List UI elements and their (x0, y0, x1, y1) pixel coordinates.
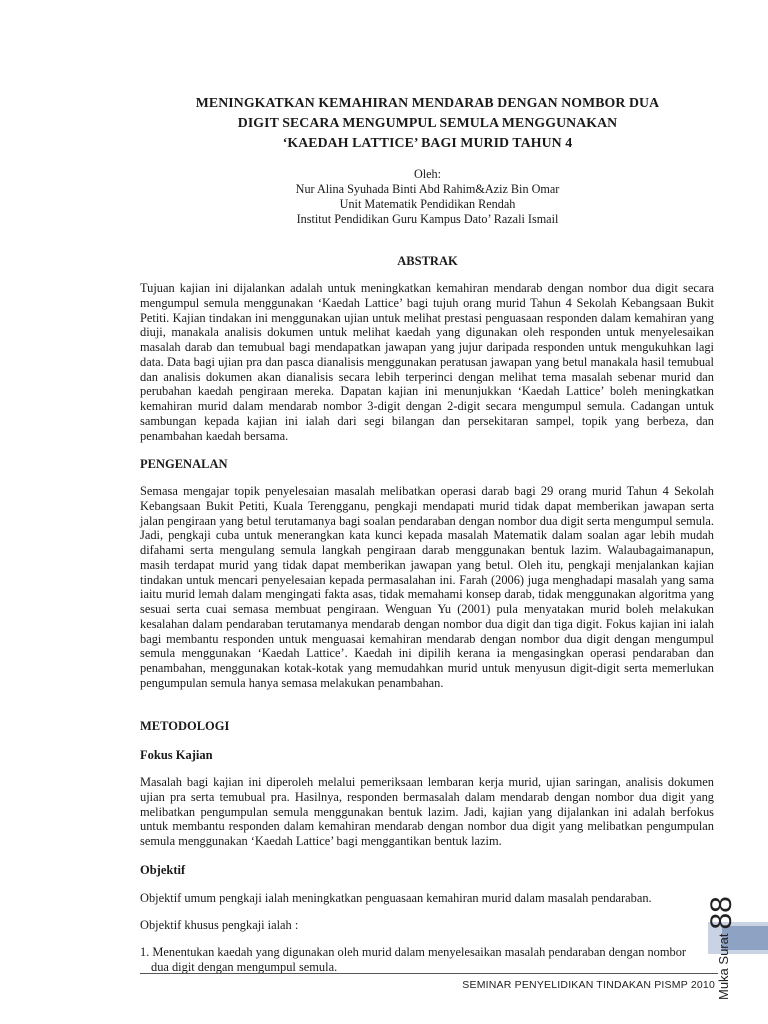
title-line-2: DIGIT SECARA MENGUMPUL SEMULA MENGGUNAKAN (237, 115, 618, 130)
focus-heading: Fokus Kajian (140, 748, 213, 762)
specific-objective-intro: Objektif khusus pengkaji ialah : (140, 918, 299, 932)
author-block (150, 167, 705, 227)
list-item-line-2: dua digit dengan mengumpul semula. (151, 959, 338, 974)
abstract-heading: ABSTRAK (397, 254, 458, 268)
footer-text: SEMINAR PENYELIDIKAN TINDAKAN PISMP 2010 (462, 979, 715, 991)
page-number: 88 (705, 896, 738, 930)
paper-title (150, 93, 705, 153)
abstract-text: Tujuan kajian ini dijalankan adalah untuk meningkatkan kemahiran mendarab dengan nombor dua digit secara mengumpul semula menggunakan ‘Kaedah Lattice’ bagi tujuh orang murid Tahun 4 Sekolah Kebangsaan Bukit Petiti. Kajian tindakan ini menggunakan ujian untuk melihat prestasi penguasaan responden dalam kemahiran yang diuji, manakala analisis dokumen untuk melihat kaedah yang digunakan oleh responden untuk menyelesaikan masalah darab dan temubual bagi mendapatkan jawapan yang jujur daripada responden untuk mengukuhkan lagi data. Data bagi ujian pra dan pasca dianalisis menggunakan peratusan jawapan yang betul manakala hasil temubual dan analisis dokumen akan dianalisis secara lebih terperinci dengan melihat tema masalah sebenar murid dan perubahan kaedah pengiraan mereka. Dapatan kajian ini menunjukkan ‘Kaedah Lattice’ boleh meningkatkan kemahiran murid dalam mendarab nombor 3-digit dengan 2-digit secara mengumpul semula. Cadangan untuk sambungan kepada kajian ini ialah dari segi bilangan dan persekitaran sampel, topik yang berbeza, dan penambahan kaedah bersama. (140, 281, 714, 443)
author-unit: Unit Matematik Pendidikan Rendah (339, 197, 516, 211)
methodology-heading: METODOLOGI (140, 719, 230, 733)
page-label-text: Muka Surat (716, 933, 731, 1000)
author-names: Nur Alina Syuhada Binti Abd Rahim&Aziz Bin Omar (295, 182, 560, 196)
introduction-text: Semasa mengajar topik penyelesaian masalah melibatkan operasi darab bagi 29 orang murid Tahun 4 Sekolah Kebangsaan Bukit Petiti, Kuala Terengganu, pengkaji mendapati murid tidak dapat memberikan jawapan serta jalan pengiraan yang betul terutamanya bagi soalan pendaraban dengan nombor dua digit serta mengumpul semula. Jadi, pengkaji cuba untuk menerangkan kata kunci kepada masalah Matematik dalam soalan agar lebih mudah difahami serta mengulang semula langkah pengiraan darab menggunakan bentuk lazim. Walaubagaimanapun, masih terdapat murid yang tidak dapat memberikan jawapan yang betul. Oleh itu, pengkaji menjalankan kajian tindakan untuk mencari penyelesaian kepada permasalahan ini. Farah (2006) juga menghadapi masalah yang sama iaitu murid lemah dalam mengingati fakta asas, tidak memahami konsep darab, tidak menggunakan algoritma yang sesuai serta cuai semasa membuat pengiraan. Wenguan Yu (2001) pula menyatakan murid boleh melakukan kesalahan dalam pendaraban terutamanya mendarab dengan nombor dua digit dan tiga digit. Fokus kajian ini ialah bagi membantu responden untuk menguasai kemahiran mendarab dengan nombor dua digit dengan mengumpul semula menggunakan ‘Kaedah Lattice’. Kaedah ini dipilih kerana ia mengasingkan operasi pendaraban dan penambahan, menggunakan kotak-kotak yang memudahkan murid untuk menyusun digit-digit serta memerlukan pengumpulan semula hanya semasa melakukan penambahan. (140, 484, 714, 690)
general-objective: Objektif umum pengkaji ialah meningkatkan penguasaan kemahiran murid dalam masalah pendaraban. (140, 891, 652, 905)
by-label: Oleh: (413, 167, 442, 181)
list-item-line-1: 1. Menentukan kaedah yang digunakan oleh murid dalam menyelesaikan masalah pendaraban dengan nombor (140, 945, 687, 959)
title-line-1: MENINGKATKAN KEMAHIRAN MENDARAB DENGAN NOMBOR DUA (195, 95, 660, 110)
title-line-3: ‘KAEDAH LATTICE’ BAGI MURID TAHUN 4 (282, 135, 573, 150)
author-institute: Institut Pendidikan Guru Kampus Dato’ Razali Ismail (296, 212, 559, 226)
objective-heading: Objektif (140, 863, 186, 877)
list-item (140, 945, 720, 975)
introduction-heading: PENGENALAN (140, 457, 228, 471)
focus-text: Masalah bagi kajian ini diperoleh melalui pemeriksaan lembaran kerja murid, ujian saringan, analisis dokumen ujian pra serta temubual pra. Hasilnya, responden bermasalah dalam mendarab dengan nombor dua digit yang melibatkan pengumpulan semula menggunakan bentuk lazim. Jadi, kajian yang dijalankan ini adalah berfokus untuk membantu responden dalam kemahiran mendarab dengan nombor dua digit yang melibatkan pengumpulan semula menggunakan ‘Kaedah Lattice’ bagi menggantikan bentuk lazim. (140, 775, 714, 848)
footer-rule (140, 973, 718, 974)
